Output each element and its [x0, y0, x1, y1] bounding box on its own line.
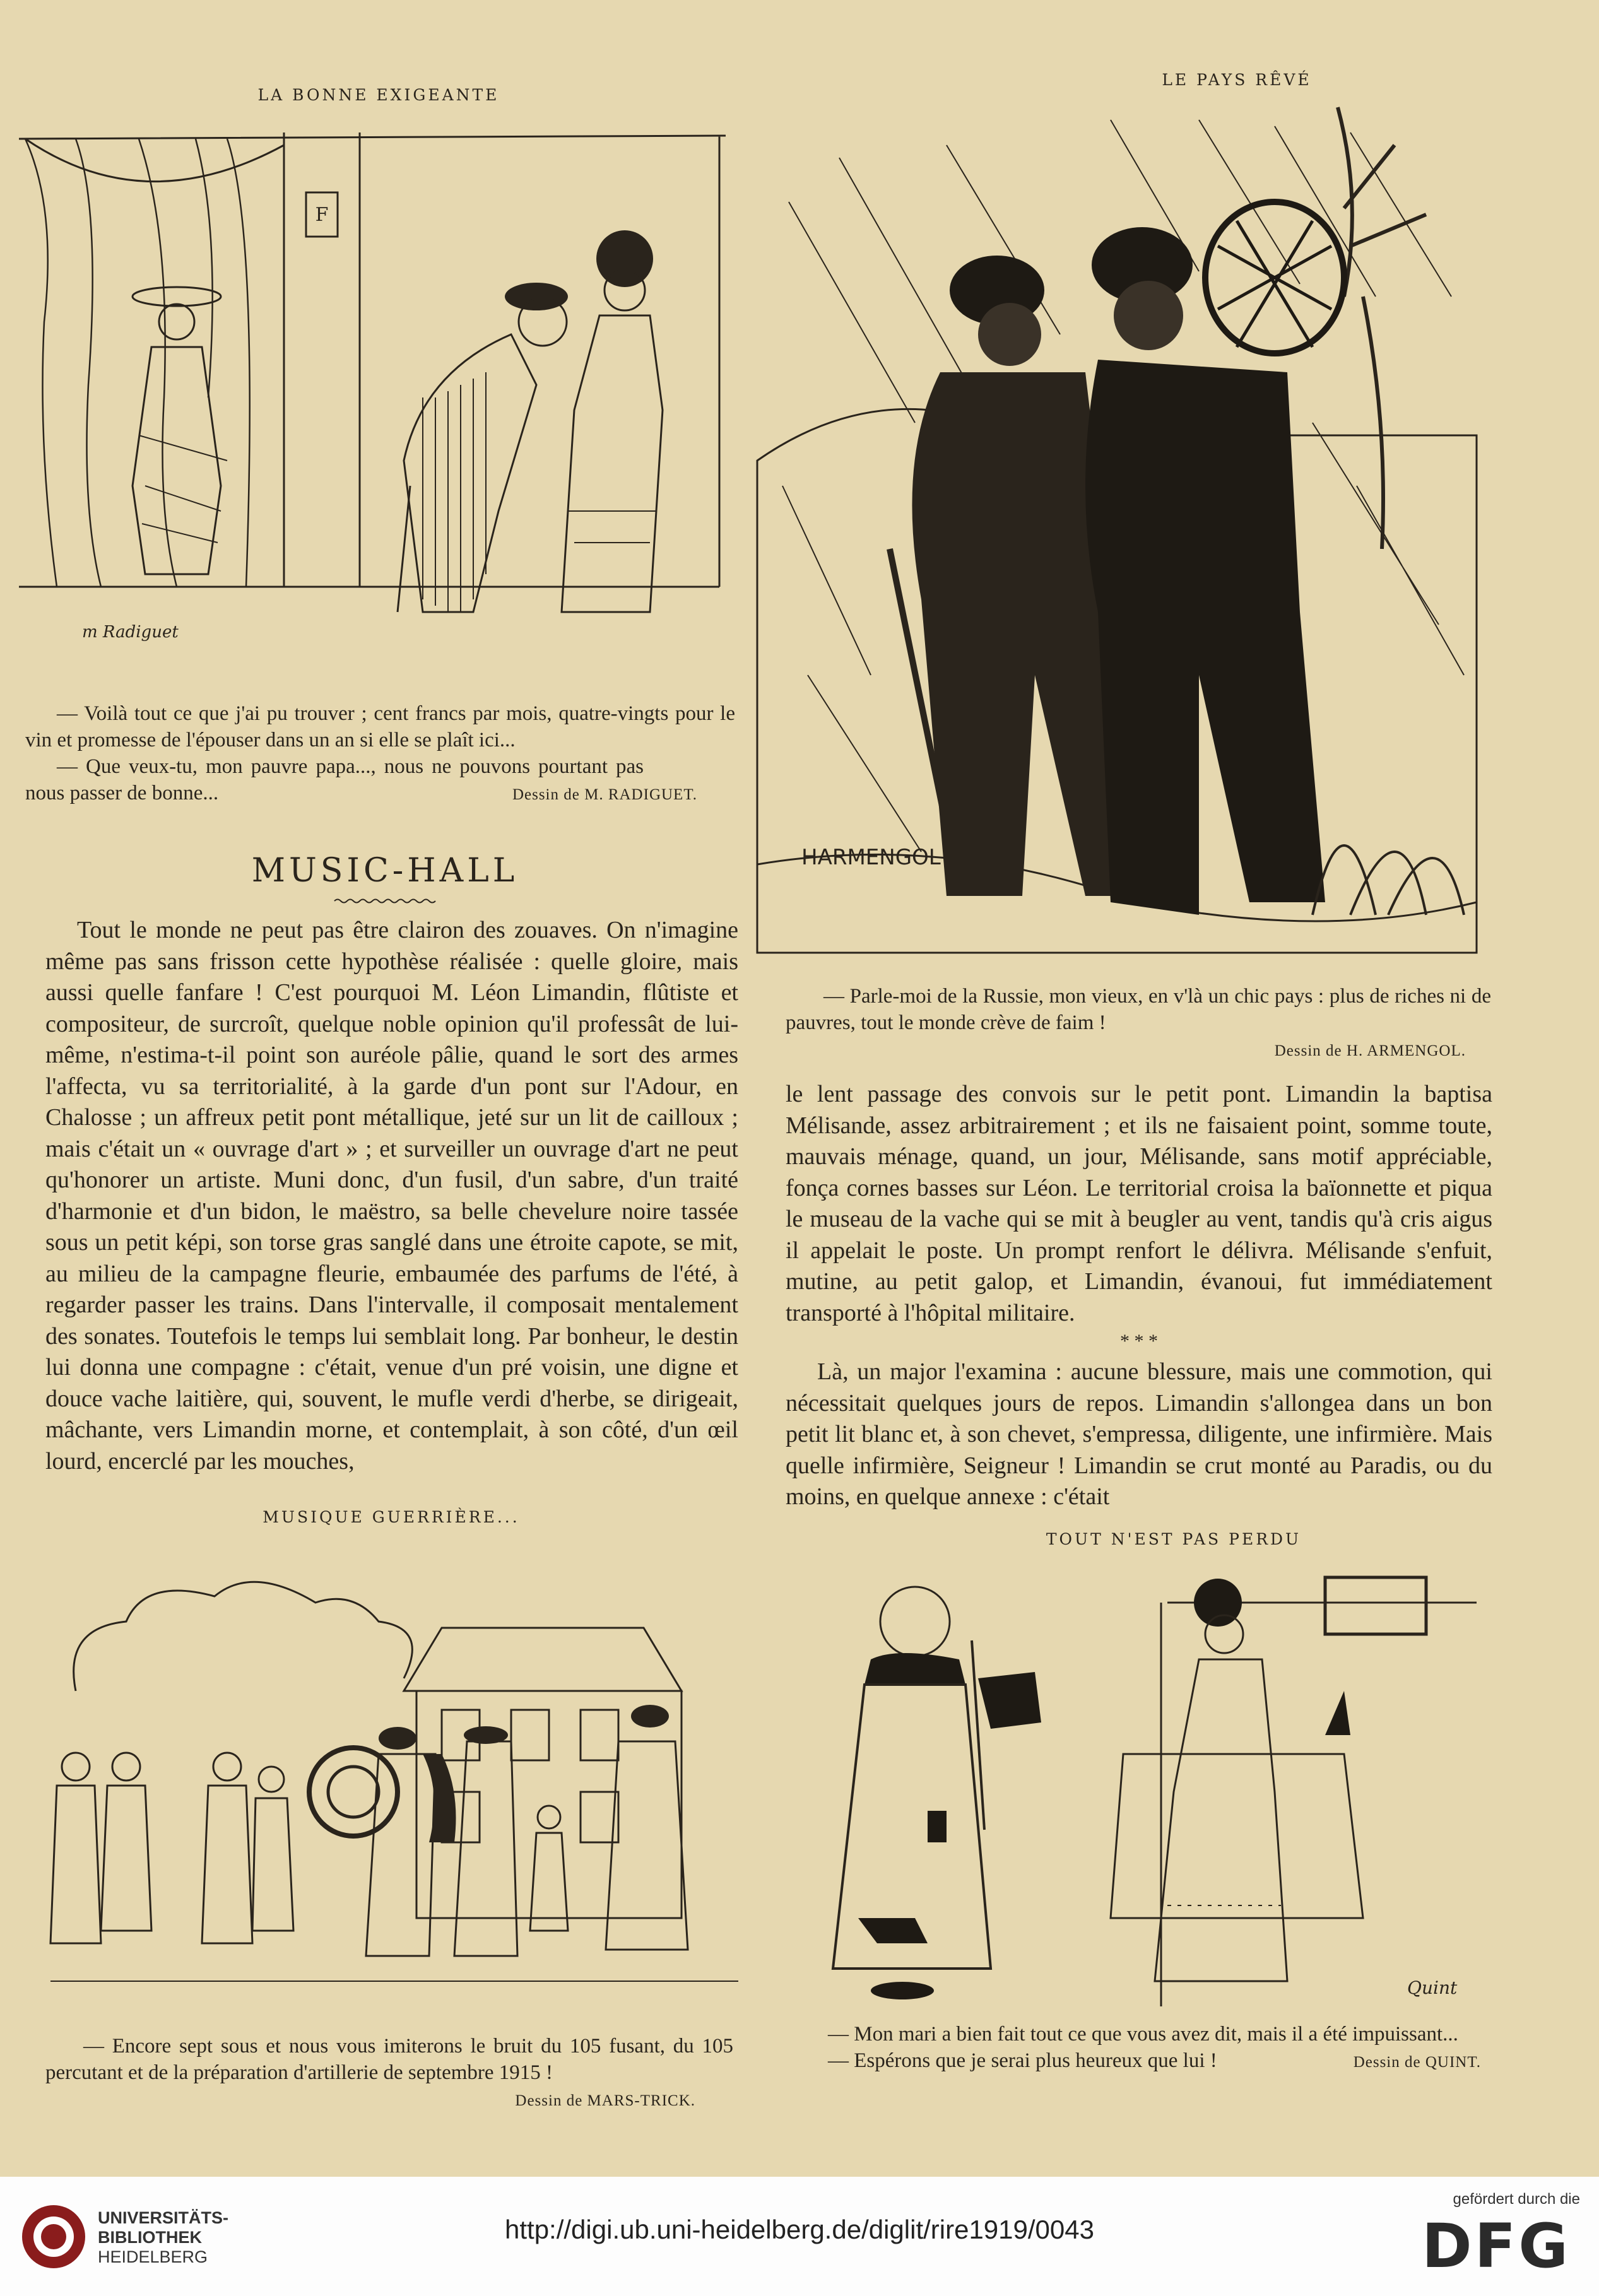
article-column-1: [45, 915, 738, 1476]
article-col1-text: Tout le monde ne peut pas être clairon des zouaves. On n'imagine même pas sans frisson cette hypothèse réalisée : quelle gloire, mais aussi quelle fanfare ! C'est pourquoi M. Léon Limandin, flûtiste et compositeur, de surcroît, quelque noble opinion qu'il professât de lui-même, n'estima-t-il point son auréole pâlie, quand le sort des armes l'affecta, vu sa territorialité, à la garde d'un pont sur l'Adour, en Chalosse ; un affreux petit pont métallique, jeté sur un lit de cailloux ; mais c'était un « ouvrage d'art » ; et surveiller un ouvrage d'art ne peut qu'honorer un artiste. Muni donc, d'un fusil, d'un sabre, d'un traité d'harmonie et d'un bidon, le maëstro, sa belle chevelure noire tassée sous un petit képi, son torse gras sanglé dans une étroite capote, se mit, au milieu de la campagne fleurie, embaumée des parfums de l'été, à regarder passer les trains. Dans l'intervalle, il composait mentalement des sonates. Toutefois le temps lui semblait long. Par bonheur, le destin lui donna une compagne : c'était, venue d'un pré voisin, une digne et douce vache laitière, qui, souvent, le mufle verdi d'herbe, se dirigeait, mâchante, vers Limandin morne, et contemplait, à son côté, d'un œil lourd, encerclé par les mouches,: [45, 917, 738, 1475]
caption-pays: [786, 983, 1491, 1064]
cartoon-title-musique: MUSIQUE GUERRIÈRE...: [263, 1508, 520, 1526]
article-title: MUSIC-HALL: [251, 852, 519, 890]
source-url-link[interactable]: http://digi.ub.uni-heidelberg.de/diglit/rire1919/0043: [505, 2215, 1094, 2244]
cartoon-title-pays: LE PAYS RÊVÉ: [1162, 71, 1312, 89]
logo-line-3: HEIDELBERG: [98, 2247, 208, 2266]
credit-bonne: Dessin de M. RADIGUET.: [512, 786, 697, 803]
caption-bonne-line-2: — Que veux-tu, mon pauvre papa..., nous ne pouvons pourtant pas nous passer de bonne...: [25, 755, 644, 804]
caption-bonne-line-1: — Voilà tout ce que j'ai pu trouver ; cent francs par mois, quatre-vingts pour le vin et promesse de l'épouser dans un an si elle se plaît ici...: [25, 702, 735, 751]
caption-perdu-line-1: — Mon mari a bien fait tout ce que vous avez dit, mais il a été impuissant...: [828, 2023, 1458, 2046]
credit-perdu: Dessin de QUINT.: [1353, 2054, 1481, 2071]
article-col2a-text: le lent passage des convois sur le petit pont. Limandin la baptisa Mélisande, assez arbitrairement ; et ils ne faisaient point, somme toute, mauvais ménage, quand, un jour, Mélisande, sans motif appréciable, fonça cornes basses sur Léon. Le territorial croisa la baïonnette et piqua le museau de la vache qui se mit à beugler au vent, tandis qu'à cris aigus il appelait le poste. Un prompt renfort le délivra. Mélisande s'enfuit, mutine, au petit galop, et Limandin, évanoui, fut immédiatement transporté à l'hôpital militaire.: [786, 1081, 1492, 1326]
signature-bonne: m Radiguet: [82, 623, 179, 642]
caption-bonne: [25, 700, 735, 808]
cartoon-illustration-musique: [50, 1552, 738, 2013]
funded-by-label: gefördert durch die: [1453, 2191, 1580, 2208]
cartoon-title-bonne: LA BONNE EXIGEANTE: [257, 86, 500, 104]
logo-line-2: BIBLIOTHEK: [98, 2228, 202, 2247]
logo-line-1: UNIVERSITÄTS-: [98, 2208, 229, 2227]
caption-musique: [45, 2033, 733, 2114]
article-column-2: [786, 1079, 1492, 1510]
credit-pays: Dessin de H. ARMENGOL.: [1274, 1042, 1466, 1059]
cartoon-illustration-pays: [757, 107, 1477, 953]
caption-perdu: [796, 2021, 1500, 2076]
title-ornament: [334, 895, 435, 901]
signature-perdu: Quint: [1407, 1977, 1458, 1998]
caption-perdu-line-2: — Espérons que je serai plus heureux que lui !: [828, 2049, 1217, 2072]
dfg-logo: DFG: [1421, 2211, 1571, 2281]
caption-musique-line-1: — Encore sept sous et nous vous imiterons le bruit du 105 fusant, du 105 percutant et de la préparation d'artillerie de septembre 1915 !: [45, 2035, 733, 2084]
article-col2b-text: Là, un major l'examina : aucune blessure, mais une commotion, qui nécessitait quelques jours de repos. Limandin s'allongea dans un bon petit lit blanc et, à son chevet, s'empressa, diligente, une infirmière. Mais quelle infirmière, Seigneur ! Limandin se crut monté au Paradis, ou du moins, en quelque annexe : c'était: [786, 1358, 1492, 1510]
cartoon-title-perdu: TOUT N'EST PAS PERDU: [1046, 1530, 1302, 1548]
cartoon-illustration-perdu: [782, 1565, 1489, 2019]
signature-pays: HARMENGOL: [801, 845, 941, 870]
svg-text:F: F: [315, 204, 329, 226]
caption-pays-line-1: — Parle-moi de la Russie, mon vieux, en v'là un chic pays : plus de riches ni de pauvres, tout le monde crève de faim !: [786, 985, 1491, 1034]
credit-musique: Dessin de MARS-TRICK.: [515, 2092, 695, 2109]
cartoon-illustration-bonne: [19, 132, 726, 656]
digitization-footer: [0, 2177, 1599, 2296]
section-stars: * * *: [1120, 1331, 1158, 1351]
